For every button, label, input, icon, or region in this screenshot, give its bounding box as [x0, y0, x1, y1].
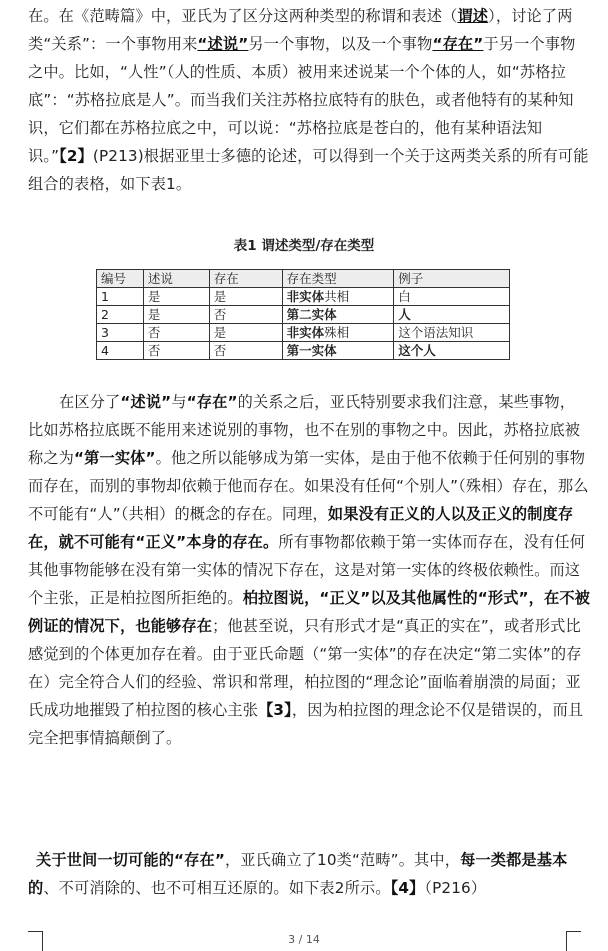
page-corner-mark-right: [566, 931, 581, 951]
predication-table: [96, 269, 510, 360]
text-span-bold: 关于世间一切可能的: [36, 851, 175, 869]
existence-type-bold: 非实体: [286, 289, 325, 304]
text-span: 的关系之后，亚氏特别要求我们注意，某些事物，比如苏格拉底既不能用来述说别的事物，也不在别的事物之中。因此，苏格拉底被称之为: [28, 393, 581, 467]
emphasis-justice: 如果没有正义的人以及正义的制度存在，就不可能有“正义”本身的存在。: [28, 505, 574, 551]
row-number: 4: [97, 342, 144, 360]
present-in-value: 是: [209, 324, 282, 342]
citation-ref-3: 【3】: [258, 701, 292, 719]
text-span: 于另一个事物之中。比如，“人性”（人的性质、本质）被用来述说某一个个体的人，如“苏格拉底”：“苏格拉底是人”。而当我们关注苏格拉底特有的肤色，或者他特有的某种知识，它们都在苏格拉底之中，可以说：“苏格拉底是苍白的，他有某种语法知识。”: [28, 35, 576, 165]
example-cell: 这个语法知识: [394, 324, 510, 342]
text-span: 、不可消除的、也不可相互还原的。如下表2所示。: [43, 879, 391, 897]
term-first-substance: “第一实体”: [74, 449, 156, 467]
term-said-of: “述说”: [197, 35, 249, 53]
row-number: 3: [97, 324, 144, 342]
row-number: 1: [97, 288, 144, 306]
example-cell: 这个人: [394, 342, 510, 360]
text-span: (P213)根据亚里士多德的论述，可以得到一个关于这两类关系的所有可能组合的表格，如下表1。: [28, 147, 589, 193]
text-span: 另一个事物，以及一个事物: [248, 35, 433, 53]
citation-ref-4: 【4】: [390, 879, 425, 897]
text-span: ；他甚至说，只有形式才是“真正的实在”，或者形式比感觉到的个体更加存在着。由于亚氏命题（“第一实体”的存在决定“第二实体”的存在）完全符合人们的经验、常识和常理，柏拉图的“理念论”面临着崩溃的局面；亚氏成功地摧毁了柏拉图的核心主张: [28, 617, 582, 719]
text-span: （P216）: [424, 879, 487, 897]
table-header-cell: 编号: [97, 270, 144, 288]
citation-ref-2: 【2】: [59, 147, 93, 165]
text-span: 在区分了: [59, 393, 121, 411]
said-of-value: 否: [143, 324, 209, 342]
page-number: 3 / 14: [288, 933, 320, 946]
emphasis-basic: 每一类都是基本的: [28, 851, 568, 897]
paragraph-3: [28, 846, 590, 902]
said-of-value: 是: [143, 306, 209, 324]
table-header-cell: 述说: [143, 270, 209, 288]
existence-type: [282, 306, 394, 324]
example-cell: 白: [394, 288, 510, 306]
text-span: 。他之所以能够成为第一实体，是由于他不依赖于任何别的事物而存在，而别的事物却依赖于他而存在。如果没有任何“个别人”（殊相）存在，那么不可能有“人”（共相）的概念的存在。同理，: [28, 449, 589, 523]
existence-type-rest: 共相: [324, 289, 350, 304]
existence-type-bold: 第一实体: [286, 343, 337, 358]
table-header-cell: 存在: [209, 270, 282, 288]
term-present-in: “存在”: [432, 35, 484, 53]
paragraph-2: [28, 388, 590, 752]
term-present-in: “存在”: [186, 393, 238, 411]
table-row: [97, 306, 510, 324]
text-span: ，亚氏确立了10类“范畴”。其中，: [225, 851, 461, 869]
table-header-row: [97, 270, 510, 288]
term-existence: “存在”: [174, 851, 225, 869]
said-of-value: 是: [143, 288, 209, 306]
emphasis-plato: 柏拉图说，“正义”以及其他属性的“形式”，在不被例证的情况下，也能够存在: [28, 589, 591, 635]
existence-type-bold: 非实体: [286, 325, 325, 340]
table-row: [97, 288, 510, 306]
table-caption: 表1 谓述类型/存在类型: [233, 238, 375, 254]
table-header-cell: 例子: [394, 270, 510, 288]
table-row: [97, 324, 510, 342]
text-span: 所有事物都依赖于第一实体而存在，没有任何其他事物能够在没有第一实体的情况下存在，这是对第一实体的终极依赖性。而这个主张，正是柏拉图所拒绝的。: [28, 533, 586, 607]
table-row: [97, 342, 510, 360]
text-span: 与: [171, 393, 187, 411]
table-header-cell: 存在类型: [282, 270, 394, 288]
existence-type-rest: 殊相: [324, 325, 350, 340]
existence-type-bold: 第二实体: [286, 307, 337, 322]
text-span: ，因为柏拉图的理念论不仅是错误的，而且完全把事情搞颠倒了。: [28, 701, 584, 747]
present-in-value: 否: [209, 306, 282, 324]
existence-type: [282, 288, 394, 306]
text-span: 在。在《范畴篇》中，亚氏为了区分这两种类型的称谓和表述（: [28, 7, 458, 25]
text-span: ），讨论了两类“关系”：一个事物用来: [28, 7, 573, 53]
existence-type: [282, 324, 394, 342]
row-number: 2: [97, 306, 144, 324]
present-in-value: 否: [209, 342, 282, 360]
paragraph-1: [28, 2, 590, 198]
example-cell: 人: [394, 306, 510, 324]
said-of-value: 否: [143, 342, 209, 360]
existence-type: [282, 342, 394, 360]
present-in-value: 是: [209, 288, 282, 306]
term-predication: 谓述: [457, 7, 489, 25]
term-said-of: “述说”: [120, 393, 172, 411]
